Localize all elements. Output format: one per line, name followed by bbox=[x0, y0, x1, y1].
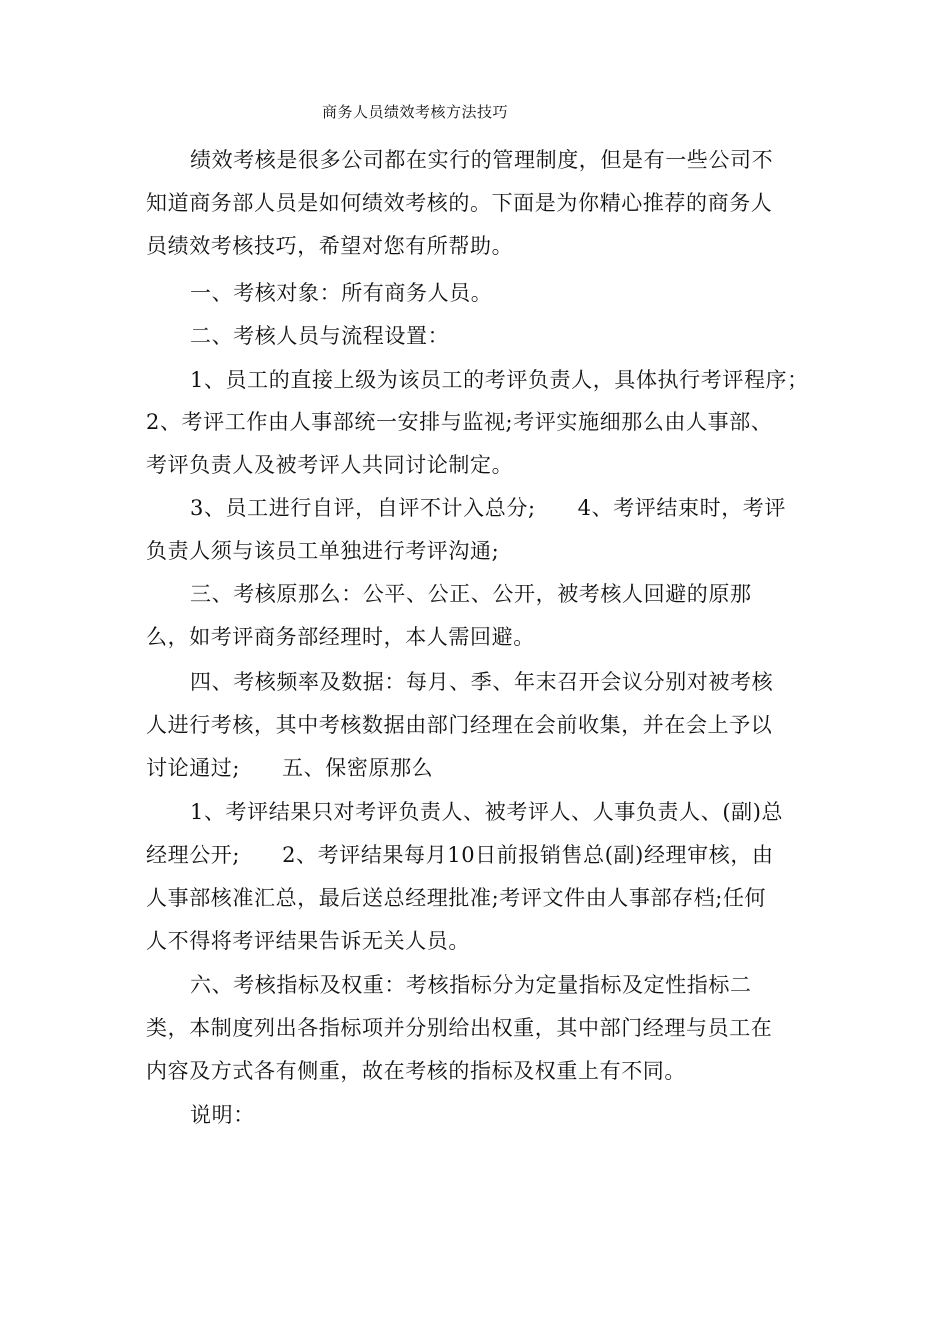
paragraph-line: 绩效考核是很多公司都在实行的管理制度，但是有一些公司不 bbox=[190, 148, 774, 172]
paragraph-line bbox=[190, 494, 786, 522]
paragraph-line: 内容及方式各有侧重，故在考核的指标及权重上有不同。 bbox=[146, 1059, 686, 1083]
line-segment: 4、考评结束时，考评 bbox=[577, 496, 787, 520]
paragraph-line: 人不得将考评结果告诉无关人员。 bbox=[146, 929, 470, 953]
document-title: 商务人员绩效考核方法技巧 bbox=[322, 103, 509, 121]
paragraph-line: 六、考核指标及权重：考核指标分为定量指标及定性指标二 bbox=[190, 973, 752, 997]
paragraph-line: 1、考评结果只对考评负责人、被考评人、人事负责人、(副)总 bbox=[190, 800, 784, 824]
paragraph-line bbox=[146, 754, 433, 782]
paragraph-line: 知道商务部人员是如何绩效考核的。下面是为你精心推荐的商务人 bbox=[146, 191, 773, 215]
paragraph-line: 考评负责人及被考评人共同讨论制定。 bbox=[146, 453, 514, 477]
paragraph-line: 四、考核频率及数据：每月、季、年末召开会议分别对被考核 bbox=[190, 670, 774, 694]
paragraph-line: 一、考核对象：所有商务人员。 bbox=[190, 281, 493, 305]
paragraph-line: 人事部核准汇总，最后送总经理批准;考评文件由人事部存档;任何 bbox=[146, 886, 767, 910]
paragraph-line: 员绩效考核技巧，希望对您有所帮助。 bbox=[146, 234, 514, 258]
paragraph-line: 三、考核原那么：公平、公正、公开，被考核人回避的原那 bbox=[190, 582, 752, 606]
line-segment: 2、考评结果每月10日前报销售总(副)经理审核，由 bbox=[282, 843, 774, 867]
line-segment: 3、员工进行自评，自评不计入总分; bbox=[190, 496, 536, 520]
paragraph-line: 1、员工的直接上级为该员工的考评负责人，具体执行考评程序； bbox=[190, 368, 809, 392]
paragraph-line: 人进行考核，其中考核数据由部门经理在会前收集，并在会上予以 bbox=[146, 713, 773, 737]
line-segment: 五、保密原那么 bbox=[282, 756, 434, 780]
line-segment: 经理公开; bbox=[146, 843, 241, 867]
line-segment: 讨论通过; bbox=[146, 756, 241, 780]
paragraph-line: 二、考核人员与流程设置： bbox=[190, 324, 450, 348]
paragraph-line: 么，如考评商务部经理时，本人需回避。 bbox=[146, 625, 535, 649]
paragraph-line bbox=[146, 841, 774, 869]
paragraph-line: 负责人须与该员工单独进行考评沟通; bbox=[146, 539, 500, 563]
paragraph-line: 说明： bbox=[190, 1103, 255, 1127]
paragraph-line: 类，本制度列出各指标项并分别给出权重，其中部门经理与员工在 bbox=[146, 1016, 773, 1040]
paragraph-line: 2、考评工作由人事部统一安排与监视;考评实施细那么由人事部、 bbox=[146, 410, 773, 434]
